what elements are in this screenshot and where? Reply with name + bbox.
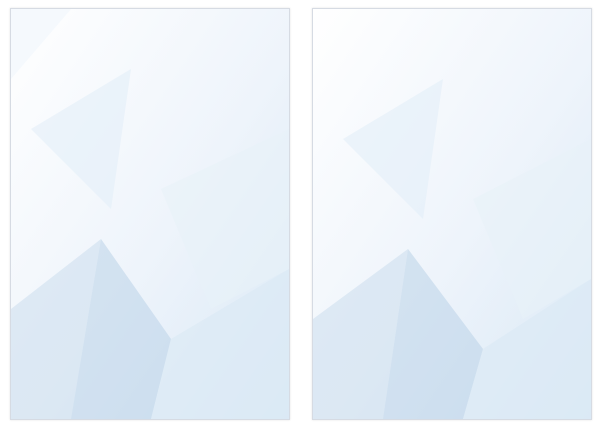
page-left — [10, 8, 290, 420]
spacer — [45, 66, 259, 71]
spacer — [347, 55, 561, 60]
page-right — [312, 8, 592, 420]
page-left-text — [45, 25, 259, 411]
page-right-text — [347, 25, 561, 411]
